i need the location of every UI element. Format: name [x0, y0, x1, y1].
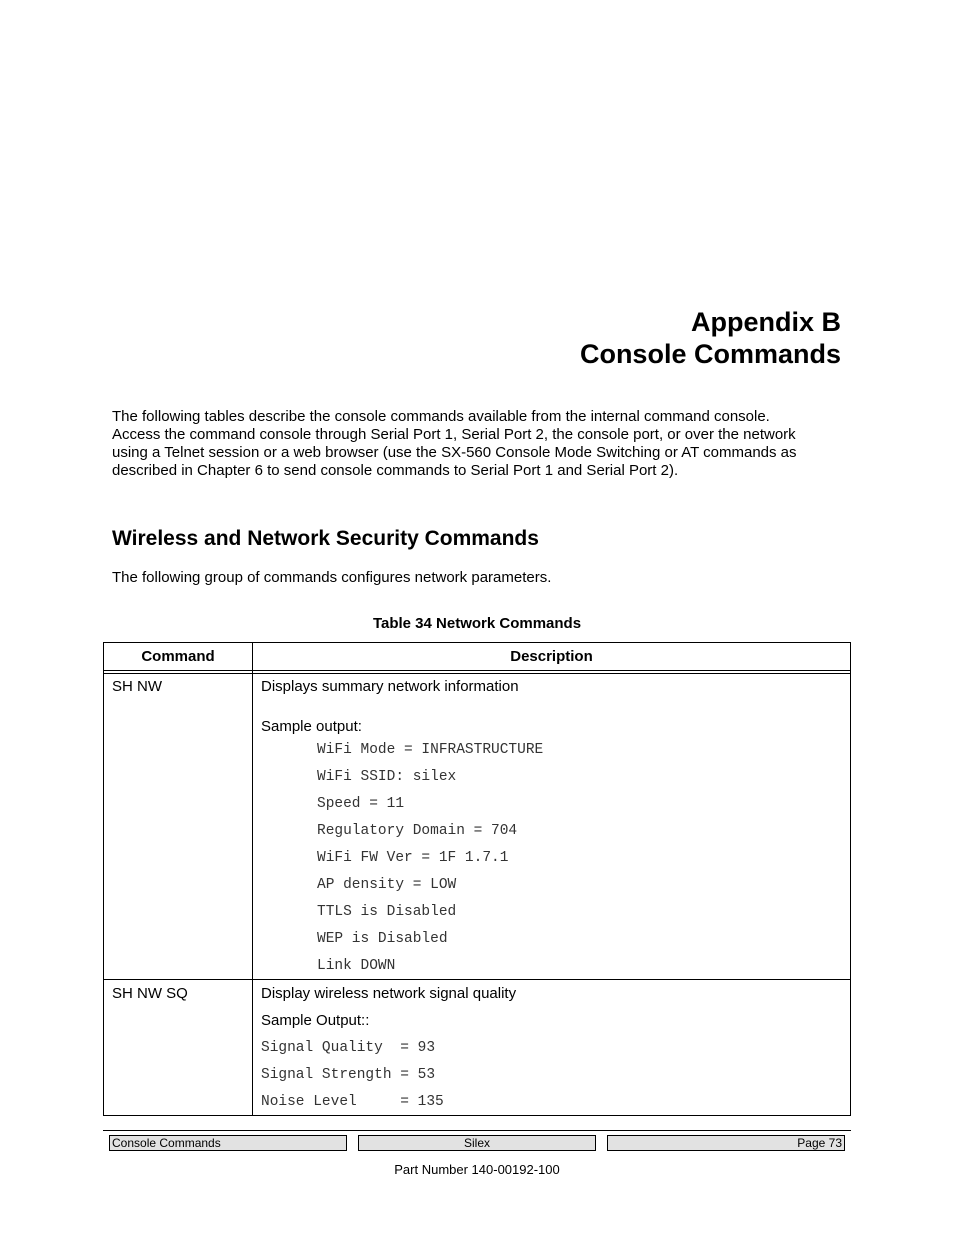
output-line: WiFi FW Ver = 1F 1.7.1 [317, 850, 509, 866]
part-number: Part Number 140-00192-100 [394, 1162, 560, 1177]
output-line: WiFi Mode = INFRASTRUCTURE [317, 742, 544, 758]
appendix-name: Console Commands [579, 339, 841, 369]
footer-section-title: Console Commands [109, 1135, 347, 1151]
header-command: Command [141, 648, 215, 665]
appendix-label: Appendix B [690, 307, 841, 337]
column-divider [252, 643, 253, 1115]
footer-page-number: Page 73 [607, 1135, 845, 1151]
output-line: Noise Level = 135 [261, 1094, 444, 1110]
intro-line: The following tables describe the console commands available from the internal command console. [112, 408, 770, 425]
description-cell: Display wireless network signal quality [261, 985, 517, 1002]
intro-paragraph [112, 408, 842, 480]
command-cell: SH NW [112, 678, 162, 695]
footer-rule [103, 1130, 851, 1131]
intro-line: described in Chapter 6 to send console commands to Serial Port 1 and Serial Port 2). [112, 462, 679, 479]
intro-line: using a Telnet session or a web browser (use the SX-560 Console Mode Switching or AT commands as [112, 444, 797, 461]
output-line: TTLS is Disabled [317, 904, 457, 920]
header-rule [104, 670, 850, 671]
output-line: WiFi SSID: silex [317, 769, 457, 785]
table-caption: Table 34 Network Commands [372, 615, 582, 632]
output-line: AP density = LOW [317, 877, 457, 893]
intro-line: Access the command console through Serial Port 1, Serial Port 2, the console port, or over the network [112, 426, 796, 443]
appendix-title [580, 306, 841, 370]
output-line: Regulatory Domain = 704 [317, 823, 518, 839]
network-commands-table [103, 642, 851, 1116]
output-line: Link DOWN [317, 958, 396, 974]
description-cell: Displays summary network information [261, 678, 519, 695]
footer-company: Silex [358, 1135, 596, 1151]
output-line: Signal Strength = 53 [261, 1067, 436, 1083]
output-line: WEP is Disabled [317, 931, 448, 947]
command-cell: SH NW SQ [112, 985, 188, 1002]
section-heading: Wireless and Network Security Commands [112, 527, 539, 550]
row-divider [104, 979, 850, 980]
section-lead: The following group of commands configures network parameters. [112, 569, 552, 586]
sample-label: Sample output: [261, 718, 362, 735]
header-rule [104, 673, 850, 674]
header-description: Description [510, 648, 593, 665]
output-line: Signal Quality = 93 [261, 1040, 436, 1056]
sample-label: Sample Output:: [261, 1012, 370, 1029]
output-line: Speed = 11 [317, 796, 405, 812]
